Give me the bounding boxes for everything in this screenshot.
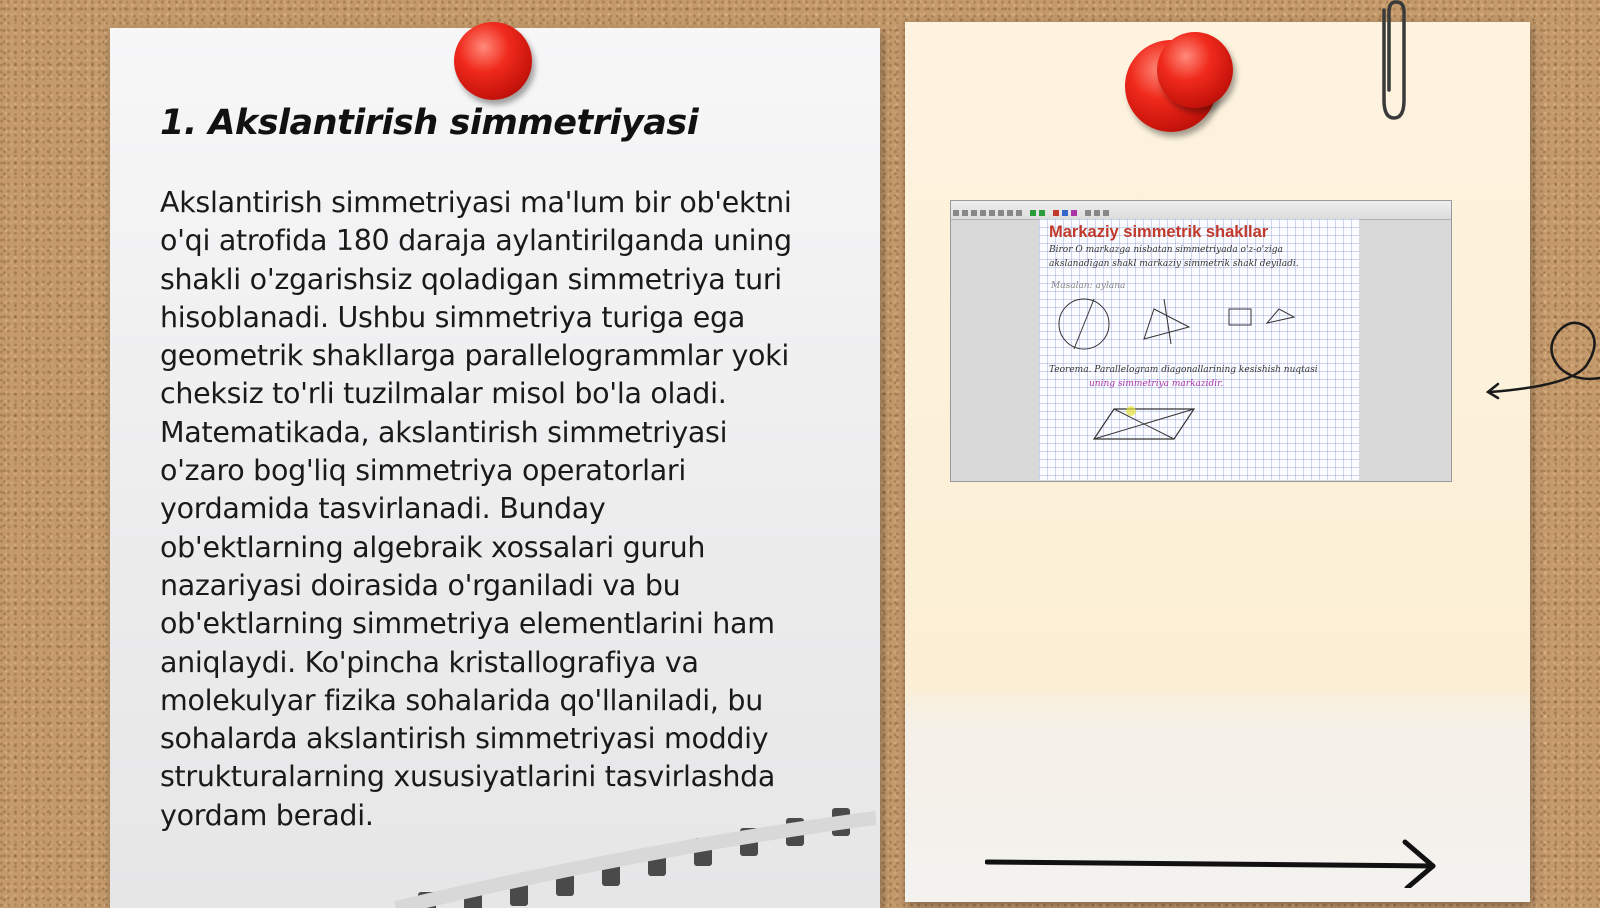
sheet-title: Markaziy simmetrik shakllar [1049, 223, 1269, 241]
body-line: Matematikada, akslantirish simmetriyasi [160, 415, 728, 449]
body-line: shakli o'zgarishsiz qoladigan simmetriya turi [160, 262, 782, 296]
body-line: o'qi atrofida 180 daraja aylantirilganda uning [160, 224, 792, 258]
body-line: nazariyasi doirasida o'rganiladi va bu [160, 568, 681, 602]
sheet-line: uning simmetriya markazidir. [1089, 379, 1224, 389]
body-line: Akslantirish simmetriyasi ma'lum bir ob'ektni [160, 186, 792, 219]
body-line: sohalarda akslantirish simmetriyasi moddiy [160, 722, 769, 756]
note-body [160, 184, 850, 835]
body-line: yordam beradi. [160, 798, 374, 832]
red-pushpin-icon [1157, 32, 1233, 108]
geometry-sketches [1039, 289, 1359, 479]
body-line: aniqlaydi. Ko'pincha kristallografiya va [160, 645, 699, 679]
curly-arrow-doodle-icon [1480, 310, 1600, 410]
grid-sheet [1039, 219, 1359, 480]
sheet-line: Biror O markazga nisbatan simmetriyada o'z-o'ziga [1049, 245, 1283, 255]
body-line: ob'ektlarning simmetriya elementlarini ham [160, 607, 775, 641]
screenshot-toolbar [951, 201, 1451, 220]
body-line: molekulyar fizika sohalarida qo'llaniladi, bu [160, 683, 763, 717]
body-line: hisoblanadi. Ushbu simmetriya turiga ega [160, 300, 745, 334]
sheet-line: Teorema. Parallelogram diagonallarining kesishish nuqtasi [1049, 365, 1318, 375]
sheet-line: akslanadigan shakl markaziy simmetrik shakl deyiladi. [1049, 259, 1299, 269]
body-line: cheksiz to'rli tuzilmalar misol bo'la oladi. [160, 377, 727, 411]
body-line: yordamida tasvirlanadi. Bunday [160, 492, 606, 526]
red-pushpin-icon [454, 22, 532, 100]
paperclip-icon [1372, 0, 1412, 125]
body-line: ob'ektlarning algebraik xossalari guruh [160, 530, 706, 564]
embedded-screenshot [950, 200, 1452, 482]
body-line: o'zaro bog'liq simmetriya operatorlari [160, 454, 686, 488]
sheet-line: Masalan: aylana [1051, 281, 1126, 291]
body-line: strukturalarning xususiyatlarini tasvirlashda [160, 760, 776, 794]
note-heading: 1. Akslantirish simmetriyasi [160, 103, 699, 143]
body-line: geometrik shakllarga parallelogrammlar yoki [160, 339, 789, 373]
right-arrow-icon [985, 838, 1445, 888]
